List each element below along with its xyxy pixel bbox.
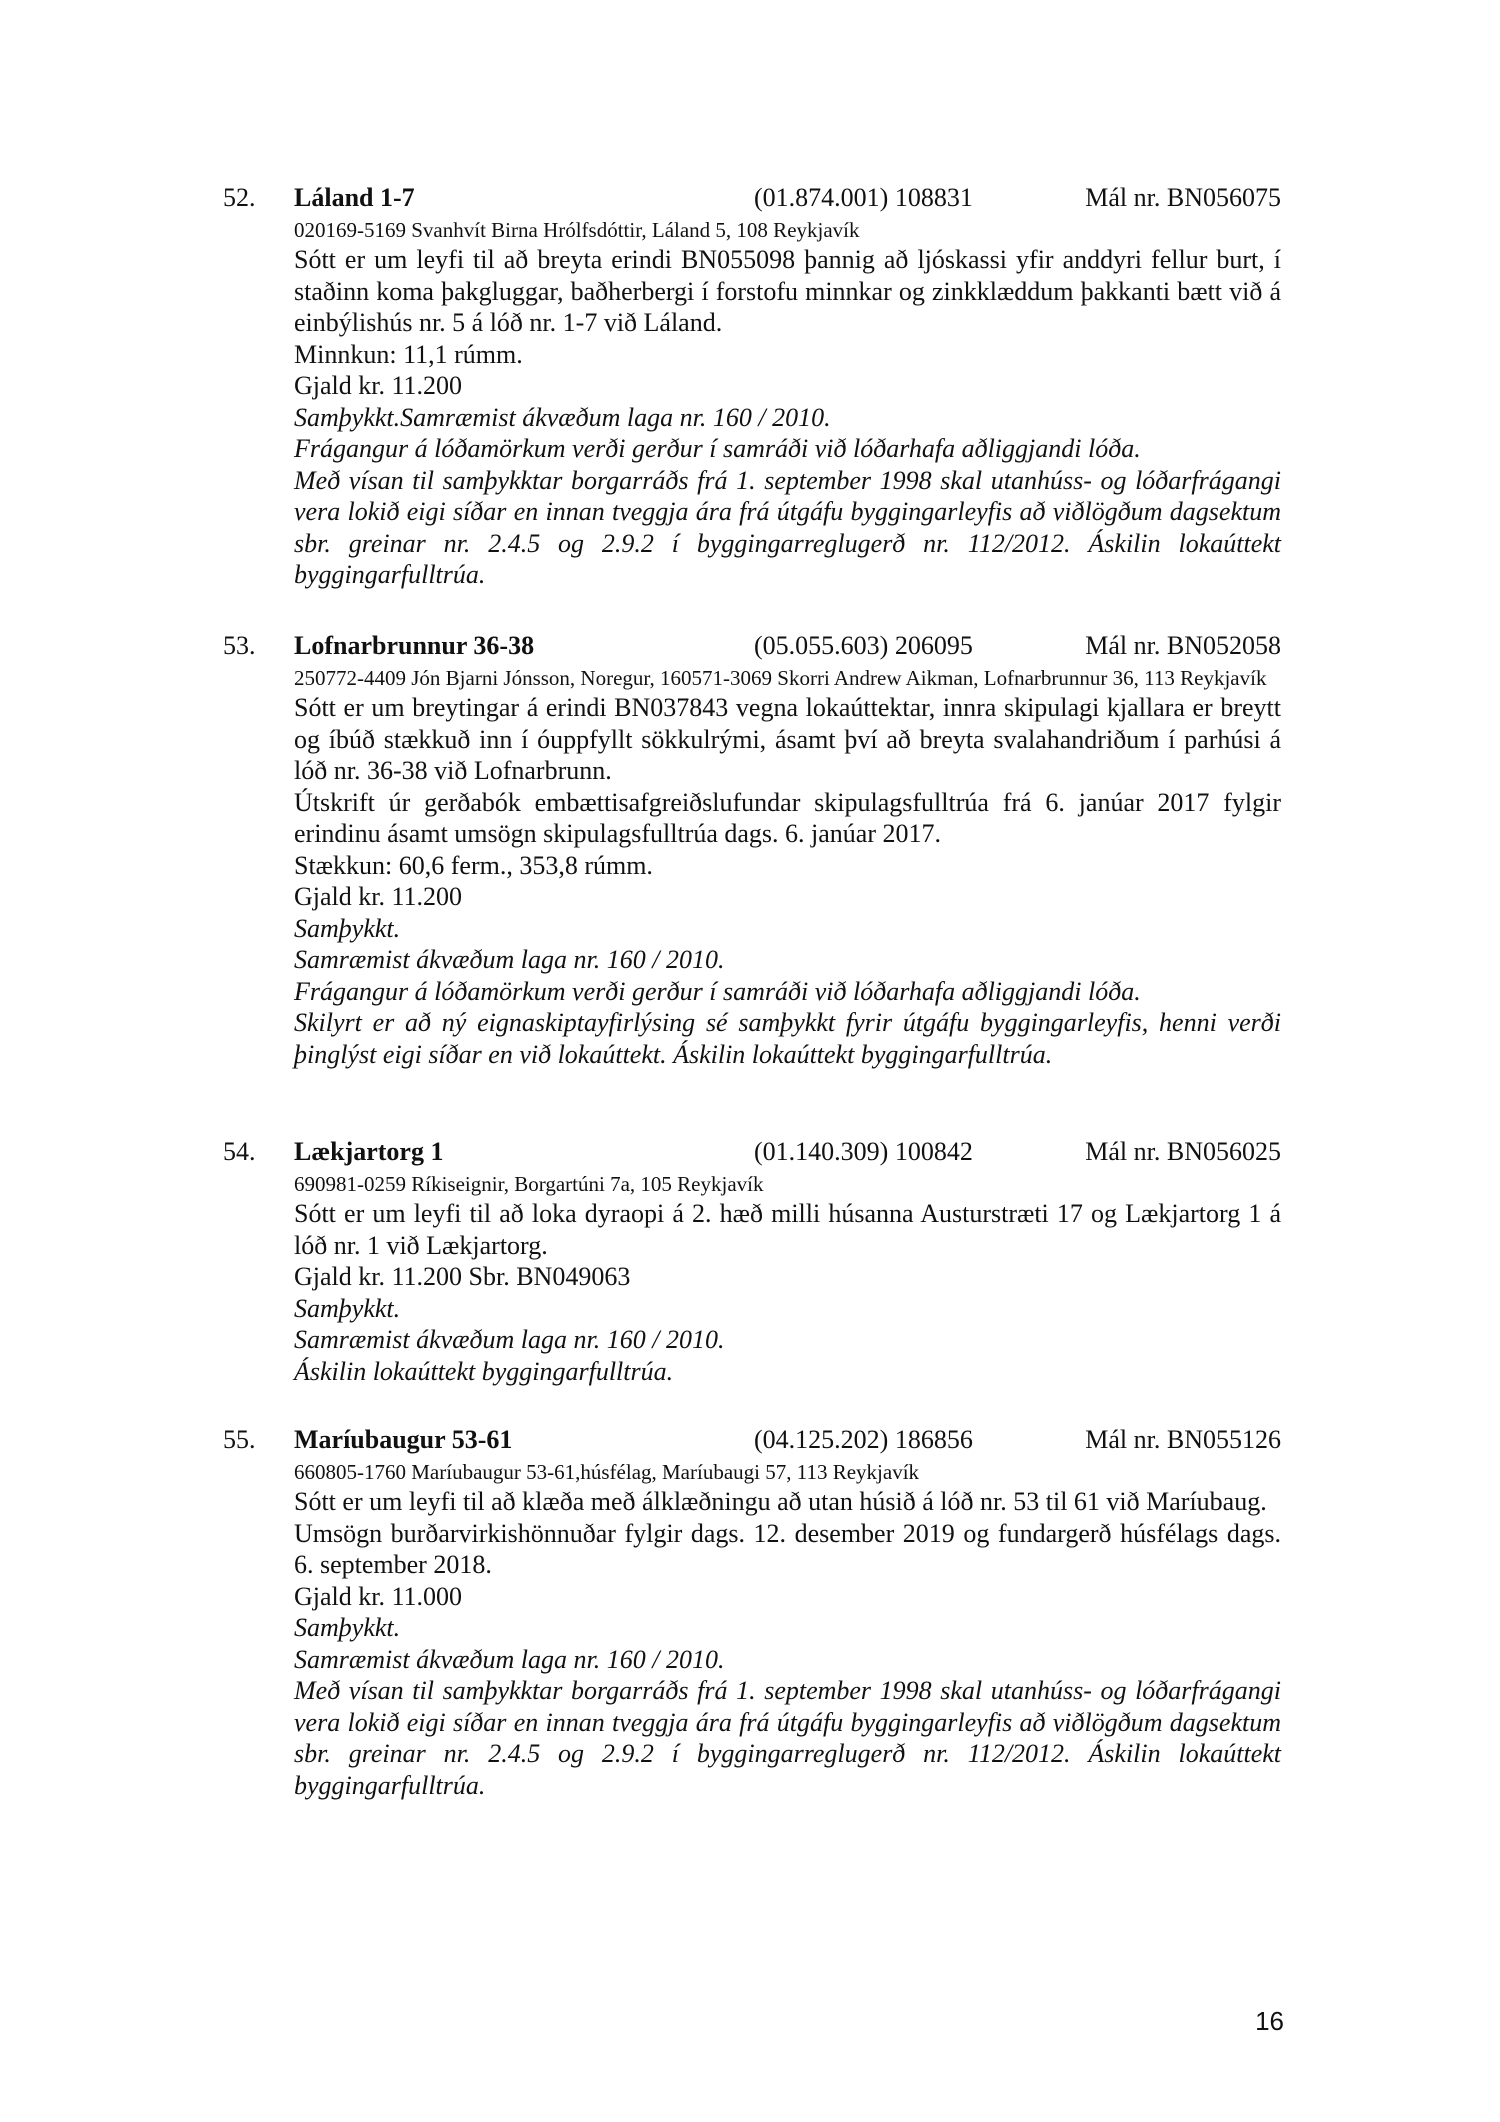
entry-header (223, 1134, 1281, 1170)
entry-body (294, 1486, 1281, 1801)
entry-land-id: (01.874.001) 108831 (754, 183, 973, 212)
entry-land-id: (01.140.309) 100842 (754, 1137, 973, 1166)
entry-land-id: (04.125.202) 186856 (754, 1425, 973, 1454)
entry-decision: Samþykkt. (294, 1613, 401, 1642)
entry-case-number: Mál nr. BN052058 (1085, 631, 1281, 660)
entry-header (223, 628, 1281, 664)
entry-applicant: 250772-4409 Jón Bjarni Jónsson, Noregur, 160571-3069 Skorri Andrew Aikman, Lofnarbrunnur 36, 113 Reykjavík (294, 666, 1267, 690)
entry-decision: Samræmist ákvæðum laga nr. 160 / 2010. (294, 1325, 725, 1354)
entry-detail: Stækkun: 60,6 ferm., 353,8 rúmm. (294, 850, 653, 880)
case-entry-53 (223, 628, 1281, 1070)
entry-detail: Gjald kr. 11.200 Sbr. BN049063 (294, 1262, 631, 1291)
entry-detail: Gjald kr. 11.200 (294, 371, 463, 400)
entry-detail: Gjald kr. 11.000 (294, 1581, 463, 1611)
entry-header (223, 180, 1281, 216)
entry-decision: Skilyrt er að ný eignaskiptayfirlýsing sé samþykkt fyrir útgáfu byggingarleyfis, henni verði þinglýst eigi síðar en við lokaúttekt. Áskilin lokaúttekt byggingarfulltrúa. (294, 1008, 1281, 1069)
entry-detail: Gjald kr. 11.200 (294, 882, 463, 911)
entry-header (223, 1422, 1281, 1458)
entry-street: Lofnarbrunnur 36-38 (294, 631, 535, 660)
entry-case-number: Mál nr. BN055126 (1085, 1425, 1281, 1454)
entry-decision: Frágangur á lóðamörkum verði gerður í samráði við lóðarhafa aðliggjandi lóða. (294, 434, 1141, 463)
entry-decision: Með vísan til samþykktar borgarráðs frá 1. september 1998 skal utanhúss- og lóðarfrágangi vera lokið eigi síðar en innan tveggja ára frá útgáfu byggingarleyfis að viðlögðum dagsektum sbr. greinar nr. 2.4.5 og 2.9.2 í byggingarreglugerð nr. 112/2012. Áskilin lokaúttekt byggingarfulltrúa. (294, 1676, 1281, 1800)
entry-decision: Samræmist ákvæðum laga nr. 160 / 2010. (294, 945, 725, 974)
entry-body (294, 692, 1281, 1070)
entry-applicant: 020169-5169 Svanhvít Birna Hrólfsdóttir, Láland 5, 108 Reykjavík (294, 218, 860, 242)
entry-case-number: Mál nr. BN056025 (1085, 1137, 1281, 1166)
case-entry-55 (223, 1422, 1281, 1801)
entry-body (294, 244, 1281, 591)
entry-description: Sótt er um leyfi til að loka dyraopi á 2. hæð milli húsanna Austurstræti 17 og Lækjartorg 1 á lóð nr. 1 við Lækjartorg. (294, 1199, 1281, 1260)
entry-decision: Samræmist ákvæðum laga nr. 160 / 2010. (294, 1644, 725, 1674)
case-entry-54 (223, 1134, 1281, 1387)
entry-decision: Með vísan til samþykktar borgarráðs frá 1. september 1998 skal utanhúss- og lóðarfrágangi vera lokið eigi síðar en innan tveggja ára frá útgáfu byggingarleyfis að viðlögðum dagsektum sbr. greinar nr. 2.4.5 og 2.9.2 í byggingarreglugerð nr. 112/2012. Áskilin lokaúttekt byggingarfulltrúa. (294, 465, 1281, 589)
entry-detail: Útskrift úr gerðabók embættisafgreiðslufundar skipulagsfulltrúa frá 6. janúar 2017 fylgir erindinu ásamt umsögn skipulagsfulltrúa dags. 6. janúar 2017. (294, 787, 1281, 848)
case-entry-52 (223, 180, 1281, 591)
entry-detail: Minnkun: 11,1 rúmm. (294, 339, 523, 369)
entry-number: 52. (223, 183, 256, 212)
page-number: 16 (1255, 2006, 1284, 2036)
entry-detail: Umsögn burðarvirkishönnuðar fylgir dags. 12. desember 2019 og fundargerð húsfélags dags. 6. september 2018. (294, 1518, 1281, 1579)
entry-description: Sótt er um leyfi til að klæða með álklæðningu að utan húsið á lóð nr. 53 til 61 við Maríubaug. (294, 1487, 1267, 1516)
entry-case-number: Mál nr. BN056075 (1085, 183, 1281, 212)
entry-number: 55. (223, 1425, 256, 1454)
entry-number: 54. (223, 1137, 256, 1166)
entry-description: Sótt er um leyfi til að breyta erindi BN055098 þannig að ljóskassi yfir anddyri fellur burt, í staðinn koma þakgluggar, baðherbergi í forstofu minnkar og zinkklæddum þakkanti bætt við á einbýlishús nr. 5 á lóð nr. 1-7 við Láland. (294, 245, 1281, 337)
entry-applicant: 660805-1760 Maríubaugur 53-61,húsfélag, Maríubaugi 57, 113 Reykjavík (294, 1460, 920, 1484)
entry-decision: Samþykkt. (294, 1293, 401, 1323)
entry-street: Lækjartorg 1 (294, 1137, 444, 1166)
entry-applicant: 690981-0259 Ríkiseignir, Borgartúni 7a, 105 Reykjavík (294, 1172, 764, 1196)
entry-body (294, 1198, 1281, 1387)
entry-description: Sótt er um breytingar á erindi BN037843 vegna lokaúttektar, innra skipulagi kjallara er breytt og íbúð stækkuð inn í óuppfyllt sökkulrými, ásamt því að breyta svalahandriðum í parhúsi á lóð nr. 36-38 við Lofnarbrunn. (294, 693, 1281, 785)
entry-decision: Áskilin lokaúttekt byggingarfulltrúa. (294, 1356, 674, 1386)
entry-decision: Frágangur á lóðamörkum verði gerður í samráði við lóðarhafa aðliggjandi lóða. (294, 976, 1141, 1006)
entry-number: 53. (223, 631, 256, 660)
entry-street: Láland 1-7 (294, 183, 415, 212)
entry-land-id: (05.055.603) 206095 (754, 631, 973, 660)
entry-decision: Samþykkt.Samræmist ákvæðum laga nr. 160 / 2010. (294, 402, 831, 432)
entry-decision: Samþykkt. (294, 913, 401, 943)
entry-street: Maríubaugur 53-61 (294, 1425, 513, 1454)
